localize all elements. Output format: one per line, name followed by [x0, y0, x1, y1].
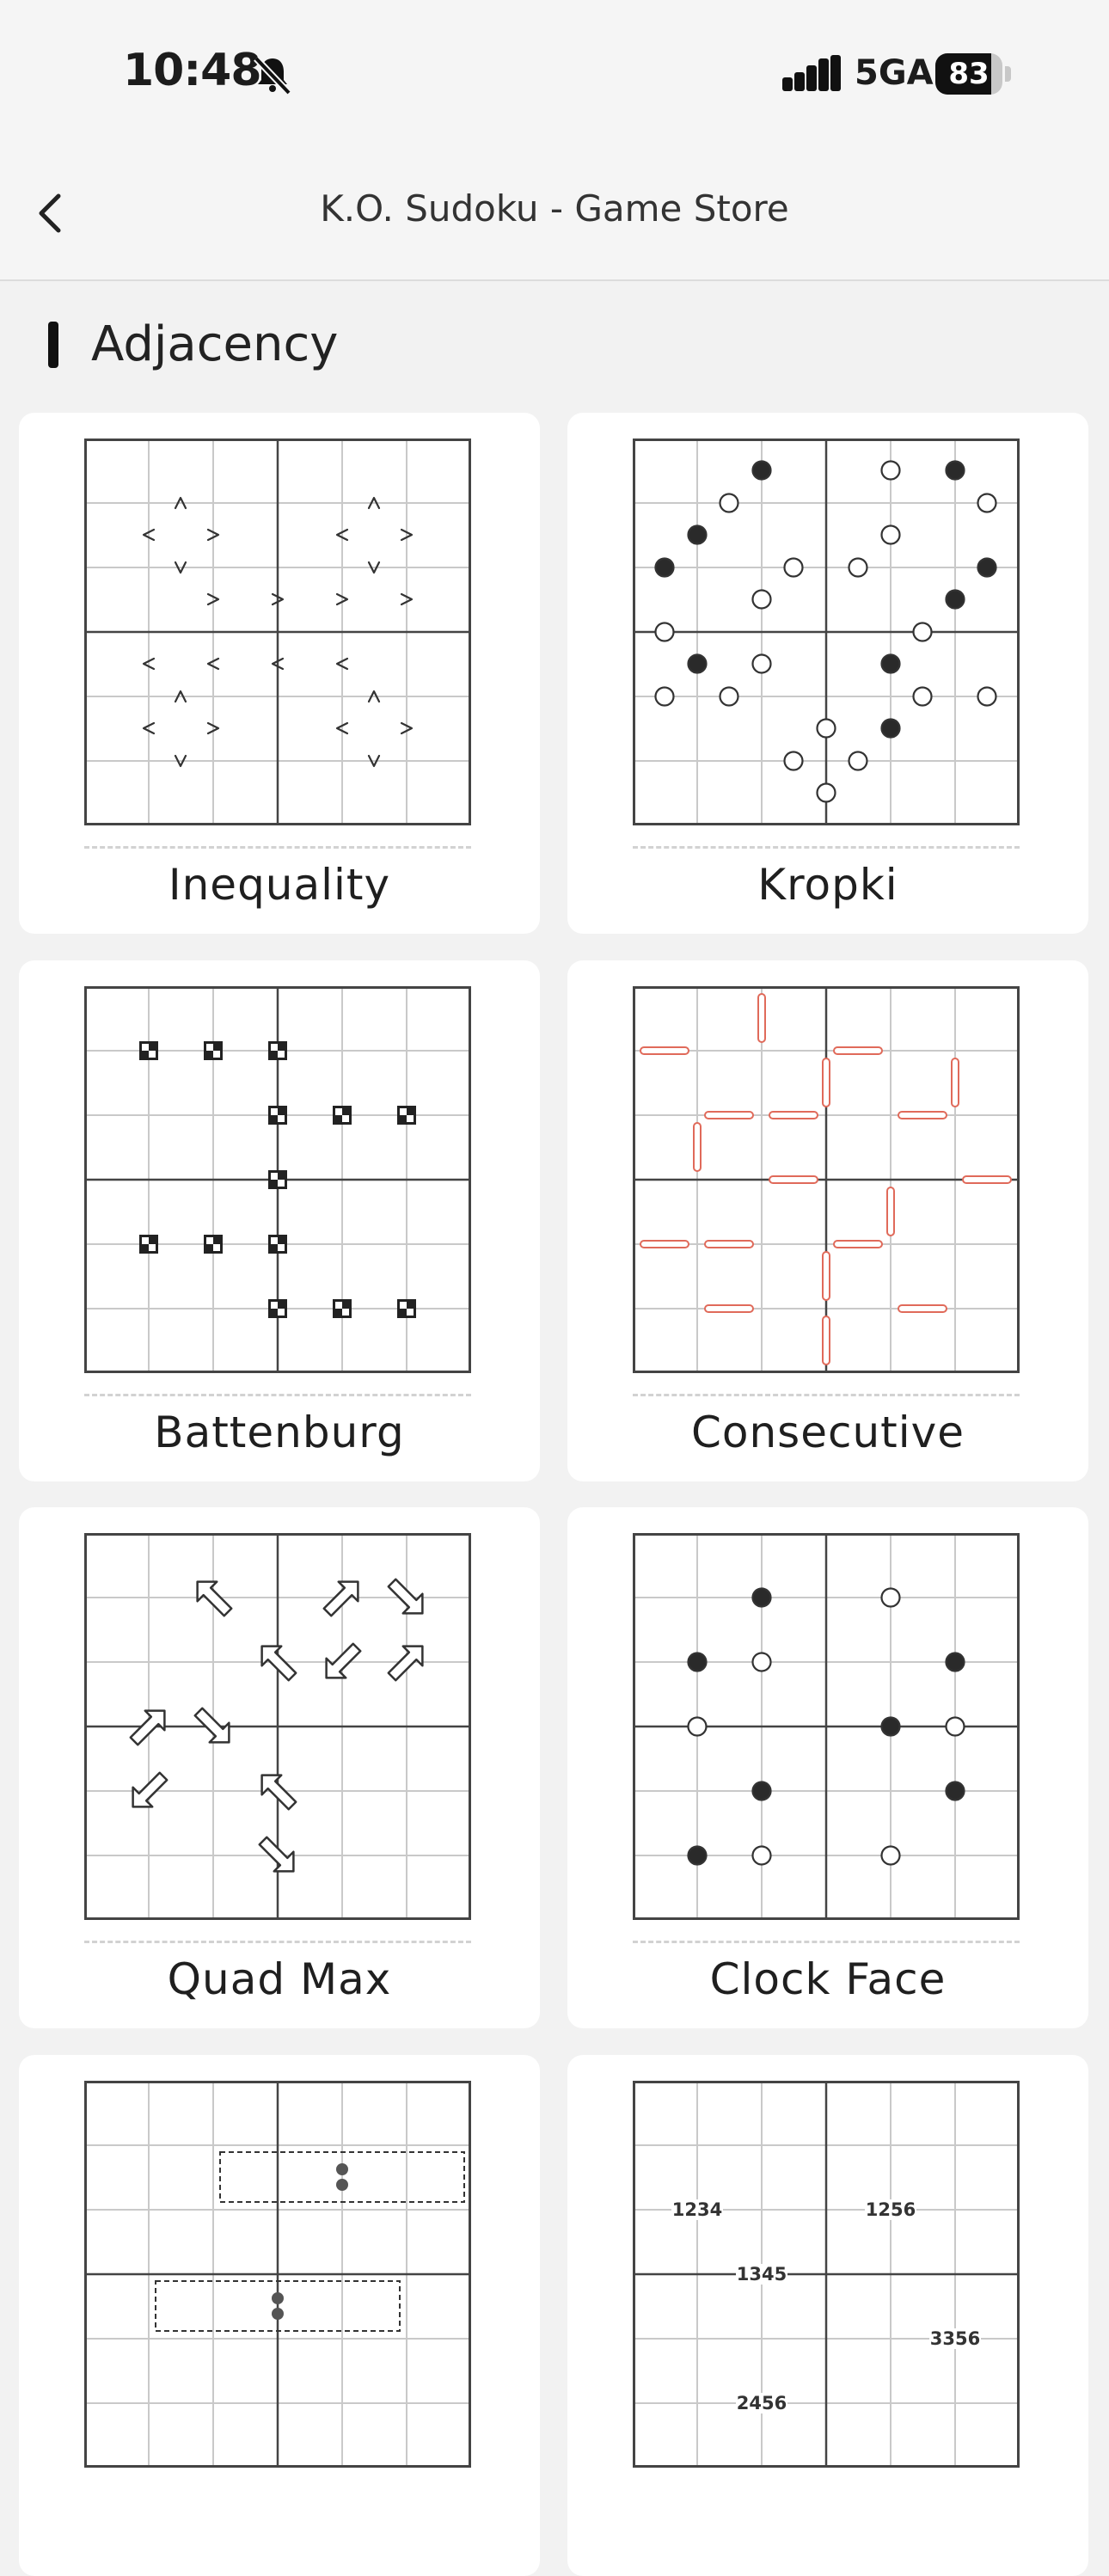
battenburg-board-preview [84, 986, 471, 1373]
kropki-dot [656, 559, 674, 577]
kropki-dot [753, 462, 771, 480]
game-card-clock-face[interactable] [567, 1507, 1088, 2028]
game-card-label: Inequality [168, 860, 391, 910]
consecutive-bar [952, 1058, 959, 1107]
consecutive-bar [758, 994, 765, 1042]
kropki-dot [882, 526, 900, 544]
clock-face-dot [882, 1847, 900, 1865]
kropki-dot [914, 688, 932, 706]
status-time: 10:48 [123, 45, 261, 96]
kropki-dot [818, 720, 836, 738]
clock-face-dot [947, 1653, 965, 1671]
status-bar [0, 0, 1109, 146]
clock-face-dot [882, 1589, 900, 1607]
kropki-dot [978, 559, 996, 577]
consecutive-bar [834, 1047, 882, 1054]
consecutive-bar [823, 1316, 830, 1365]
kropki-dot [978, 494, 996, 512]
kropki-dot [753, 591, 771, 609]
kropki-dot [720, 688, 738, 706]
kropki-dot [882, 655, 900, 673]
game-card-inequality[interactable] [19, 413, 540, 934]
kropki-dot [882, 720, 900, 738]
game-card-consecutive[interactable] [567, 960, 1088, 1481]
quadruple-clue: 1234 [671, 2199, 723, 2220]
quadruple-clue: 1256 [865, 2199, 916, 2220]
game-card-dominoes[interactable] [19, 2055, 540, 2576]
kropki-dot [689, 655, 707, 673]
game-card-label: Kropki [757, 860, 898, 910]
clock-face-dot [882, 1718, 900, 1736]
kropki-board-preview [633, 439, 1020, 825]
clock-face-board-preview [633, 1533, 1020, 1920]
consecutive-board-preview [633, 986, 1020, 1373]
clock-face-dot [689, 1718, 707, 1736]
clock-face-dot [753, 1653, 771, 1671]
clock-face-dot [753, 1847, 771, 1865]
game-card-quad-max[interactable] [19, 1507, 540, 2028]
consecutive-bar [834, 1241, 882, 1248]
consecutive-bar [769, 1112, 818, 1119]
cage-dot [272, 2292, 284, 2304]
cage-dot [336, 2179, 348, 2191]
dominoes-board-preview [84, 2081, 471, 2468]
battery-icon [935, 53, 1011, 95]
cellular-signal-icon [782, 55, 841, 93]
consecutive-bar [887, 1187, 894, 1236]
kropki-dot [753, 655, 771, 673]
game-card-label: Clock Face [709, 1954, 947, 2004]
section-title: Adjacency [91, 316, 339, 372]
battery-percent: 83 [948, 57, 990, 91]
kropki-dot [947, 462, 965, 480]
kropki-dot [785, 752, 803, 770]
clock-face-dot [753, 1782, 771, 1800]
consecutive-bar [769, 1176, 818, 1183]
kropki-dot [978, 688, 996, 706]
consecutive-bar [898, 1305, 947, 1312]
cage-dot [336, 2163, 348, 2175]
network-type: 5GA [855, 53, 934, 93]
cage-dot [272, 2308, 284, 2320]
page-title: K.O. Sudoku - Game Store [320, 187, 789, 230]
consecutive-bar [640, 1241, 689, 1248]
game-card-label: Consecutive [690, 1408, 965, 1457]
bell-muted-icon [251, 53, 294, 96]
kropki-dot [720, 494, 738, 512]
kropki-dot [914, 623, 932, 641]
consecutive-bar [823, 1058, 830, 1107]
kropki-dot [849, 559, 867, 577]
consecutive-bar [694, 1123, 701, 1171]
game-card-label: Battenburg [154, 1408, 405, 1457]
kropki-dot [689, 526, 707, 544]
game-card-battenburg[interactable] [19, 960, 540, 1481]
quad-max-board-preview [84, 1533, 471, 1920]
consecutive-bar [705, 1241, 753, 1248]
clock-face-dot [753, 1589, 771, 1607]
game-card-quadruple[interactable] [567, 2055, 1088, 2576]
kropki-dot [947, 591, 965, 609]
section-header [0, 311, 1109, 380]
kropki-dot [882, 462, 900, 480]
clock-face-dot [947, 1718, 965, 1736]
quadruple-board-preview [633, 2081, 1020, 2468]
consecutive-bar [705, 1305, 753, 1312]
consecutive-bar [823, 1252, 830, 1300]
kropki-dot [785, 559, 803, 577]
game-card-kropki[interactable] [567, 413, 1088, 934]
inequality-board-preview [84, 439, 471, 825]
section-accent-bar [48, 322, 58, 368]
consecutive-bar [898, 1112, 947, 1119]
clock-face-dot [689, 1653, 707, 1671]
consecutive-bar [963, 1176, 1011, 1183]
consecutive-bar [705, 1112, 753, 1119]
quadruple-clue: 3356 [929, 2328, 981, 2349]
quadruple-clue: 1345 [736, 2264, 787, 2285]
clock-face-dot [689, 1847, 707, 1865]
consecutive-bar [640, 1047, 689, 1054]
navigation-bar [0, 146, 1109, 281]
quadruple-clue: 2456 [736, 2393, 787, 2413]
kropki-dot [849, 752, 867, 770]
kropki-dot [656, 688, 674, 706]
game-card-label: Quad Max [167, 1954, 392, 2004]
kropki-dot [656, 623, 674, 641]
kropki-dot [818, 784, 836, 802]
clock-face-dot [947, 1782, 965, 1800]
